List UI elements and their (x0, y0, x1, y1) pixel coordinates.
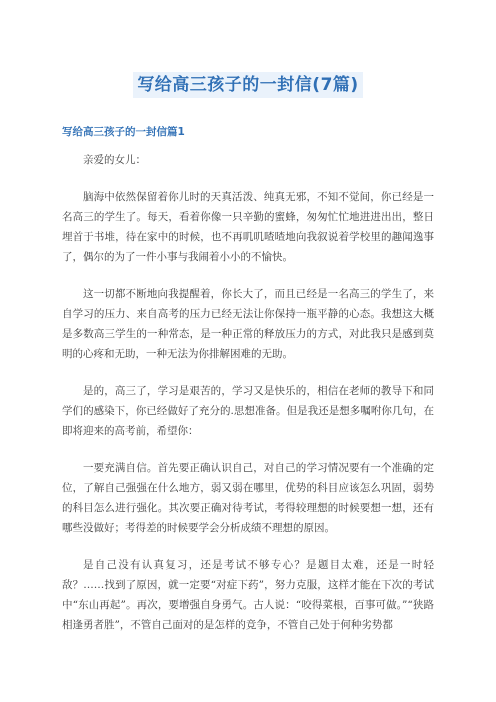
section-heading: 写给高三孩子的一封信篇1 (62, 126, 185, 138)
document-title: 写给高三孩子的一封信(7篇) (133, 72, 362, 98)
paragraph-3: 是的，高三了，学习是艰苦的，学习又是快乐的，相信在老师的教导下和同学们的感染下，你已经做好了充分的.思想准备。但是我还是想多嘱咐你几句，在即将迎来的高考前，希望你： (62, 385, 434, 437)
salutation: 亲爱的女儿： (83, 154, 146, 166)
paragraph-1: 脑海中依然保留着你儿时的天真活泼、纯真无邪，不知不觉间，你已经是一名高三的学生了。每天，看着你像一只辛勤的蜜蜂，匆匆忙忙地进进出出，整日埋首于书堆，待在家中的时候，也不再叽叽喳喳地向我叙说着学校里的趣闻逸事了，偶尔的为了一件小事与我闹着小小的不愉快。 (62, 191, 434, 263)
paragraph-2: 这一切都不断地向我提醒着，你长大了，而且已经是一名高三的学生了，来自学习的压力、来自高考的压力已经无法让你保持一瓶平静的心态。我想这大概是多数高三学生的一种常态，是一种正常的释放压力的方式，对此我只是感到莫明的心疼和无助，一种无法为你排解困难的无助。 (62, 288, 434, 360)
letter-body (62, 150, 434, 652)
paragraph-4: 一要充满自信。首先要正确认识自己，对自己的学习情况要有一个准确的定位，了解自己强强在什么地方，弱又弱在哪里，优势的科目应该怎么巩固，弱势的科目怎么进行强化。其次要正确对待考试，考得较理想的时候要想一想，还有哪些没做好；考得差的时候要学会分析成绩不理想的原因。 (62, 462, 434, 534)
paragraph-5: 是自己没有认真复习，还是考试不够专心？是题目太难，还是一时轻敌？……找到了原因，就一定要“对症下药”，努力克服，这样才能在下次的考试中“东山再起”。再次，要增强自身勇气。古人说：“咬得菜根，百事可做。”“狭路相逢勇者胜”，不管自己面对的是怎样的竞争，不管自己处于何种劣势都 (62, 559, 434, 631)
title-wrap (0, 72, 496, 98)
